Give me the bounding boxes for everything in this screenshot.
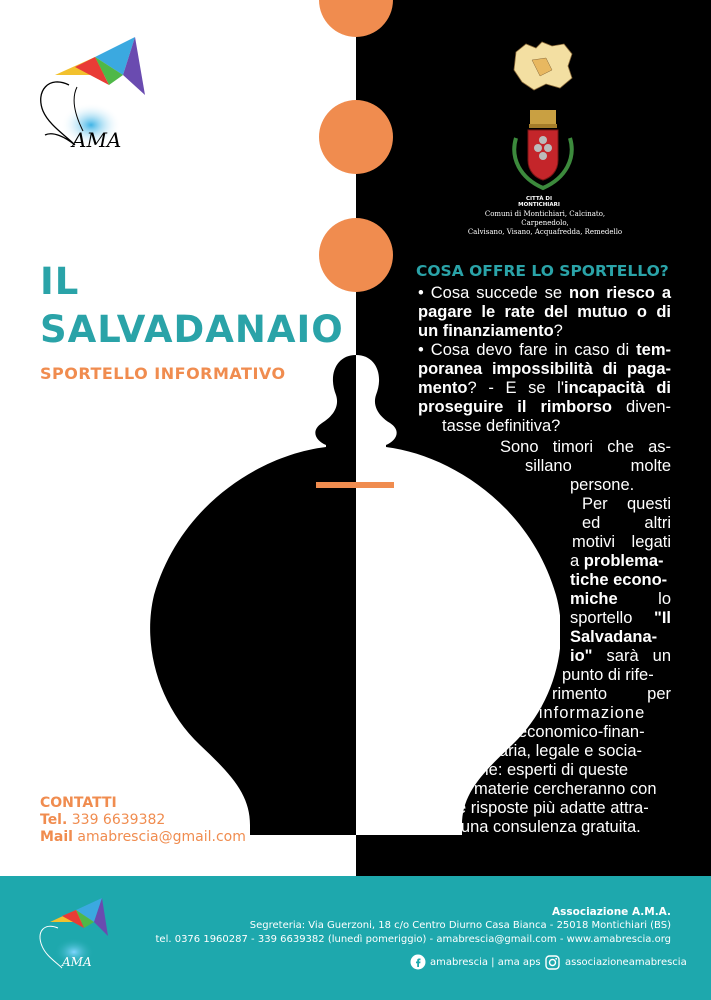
info-line: rimento per	[552, 685, 671, 703]
info-line: pagare le rate del mutuo o di	[418, 303, 671, 321]
info-heading: COSA OFFRE LO SPORTELLO?	[416, 262, 669, 280]
facebook-icon	[410, 954, 426, 970]
footer-logo-text: AMA	[62, 955, 92, 969]
info-line: motivi legati	[572, 533, 671, 551]
page-title-line1: IL	[40, 260, 80, 303]
decorative-circle	[319, 100, 393, 174]
city-label: CITTÀ DI MONTICHIARI	[518, 196, 560, 208]
info-line: proseguire il rimborso diven-	[418, 398, 671, 416]
contact-phone: Tel. 339 6639382	[40, 812, 166, 828]
info-line: economico-finan-	[518, 723, 645, 741]
info-line: le: esperti di queste	[485, 761, 629, 779]
contact-mail: Mail amabrescia@gmail.com	[40, 829, 246, 845]
info-line: punto di rife-	[562, 666, 654, 684]
instagram-icon	[545, 955, 560, 970]
footer-contacts[interactable]: tel. 0376 1960287 - 339 6639382 (lunedì pomeriggio) - amabrescia@gmail.com - www.amabrescia.org	[155, 934, 671, 945]
info-line: verso una consulenza gratuita.	[416, 818, 641, 836]
info-line: tiche econo-	[570, 571, 668, 589]
email-link[interactable]: amabrescia@gmail.com	[72, 829, 246, 845]
info-line: un finanziamento?	[418, 322, 563, 340]
info-line: mento? - E se l'incapacità di	[418, 379, 671, 397]
info-line: l'informazione	[530, 704, 646, 722]
communes-text	[460, 210, 630, 237]
decorative-circle	[319, 218, 393, 292]
facebook-link[interactable]	[410, 954, 541, 970]
info-line: Per questi	[582, 495, 671, 513]
info-line: • Cosa devo fare in caso di tem-	[418, 341, 671, 359]
communes-line: Calvisano, Visano, Acquafredda, Remedello	[467, 228, 623, 236]
coat-of-arms-icon	[510, 108, 576, 192]
info-line: Sono timori che as-	[500, 438, 671, 456]
facebook-label: amabrescia | ama aps	[430, 956, 541, 968]
coin-slot	[316, 482, 394, 488]
info-line: materie cercheranno con	[474, 780, 657, 798]
info-line: tasse definitiva?	[442, 417, 561, 435]
info-line: te le risposte più adatte attra-	[435, 799, 649, 817]
region-map-icon	[512, 40, 574, 92]
footer-address: Segreteria: Via Guerzoni, 18 c/o Centro Diurno Casa Bianca - 25018 Montichiari (BS)	[249, 920, 671, 931]
info-line: ziaria, legale e socia-	[487, 742, 642, 760]
footer-org-name: Associazione A.M.A.	[552, 906, 671, 918]
info-line: sportello "Il	[570, 609, 671, 627]
info-line: poranea impossibilità di paga-	[418, 360, 671, 378]
page-title-line2: SALVADANAIO	[40, 308, 344, 351]
communes-line: Comuni di Montichiari, Calcinato, Carpenedolo,	[484, 210, 606, 227]
phone-number[interactable]: 339 6639382	[67, 812, 166, 828]
info-line: • Cosa succede se non riesco a	[418, 284, 672, 302]
info-line: Salvadana-	[570, 628, 658, 646]
info-line: sillano molte	[525, 457, 671, 475]
info-line: io" sarà un	[570, 647, 671, 665]
instagram-link[interactable]	[545, 954, 687, 970]
info-line: a problema-	[570, 552, 664, 570]
contacts-block	[40, 795, 246, 846]
info-line: ed altri	[582, 514, 671, 532]
contacts-heading: CONTATTI	[40, 795, 117, 811]
page-subtitle: SPORTELLO INFORMATIVO	[40, 364, 286, 383]
ama-logo-text: AMA	[72, 128, 122, 152]
info-line: persone.	[570, 476, 635, 494]
info-line: miche lo	[570, 590, 671, 608]
instagram-label: associazioneamabrescia	[565, 956, 687, 968]
